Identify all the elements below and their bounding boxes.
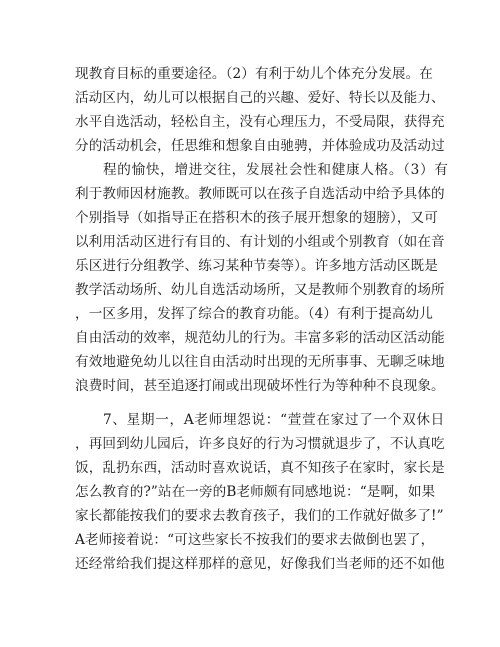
text-line-8: 以利用活动区进行有目的、有计划的小组或个别教育（如在音	[75, 234, 445, 250]
text-line-6: 利于教师因材施教。教师既可以在孩子自选活动中给予具体的	[75, 186, 445, 202]
text-line-15: 7、星期一，A老师埋怨说：“萱萱在家过了一个双休日	[103, 412, 445, 428]
text-line-17: 饭，乱扔东西，活动时喜欢说话，真不知孩子在家时，家长是	[75, 460, 445, 476]
text-line-12: 自由活动的效率，规范幼儿的行为。丰富多彩的活动区活动能	[75, 330, 445, 346]
text-line-13: 有效地避免幼儿以往自由活动时出现的无所事事、无聊乏味地	[75, 354, 445, 370]
text-line-3: 水平自选活动，轻松自主，没有心理压力，不受局限，获得充	[75, 114, 445, 130]
text-line-21: 还经常给我们提这样那样的意见，好像我们当老师的还不如他	[75, 556, 445, 572]
text-line-7: 个别指导（如指导正在搭积木的孩子展开想象的翅膀），又可	[75, 210, 438, 226]
text-line-9: 乐区进行分组教学、练习某种节奏等）。许多地方活动区既是	[75, 258, 438, 274]
text-line-18: 怎么教育的?”站在一旁的B老师颇有同感地说：“是啊，如果	[75, 484, 436, 500]
text-line-2: 活动区内，幼儿可以根据自己的兴趣、爱好、特长以及能力、	[75, 90, 445, 106]
text-line-4: 分的活动机会，任思维和想象自由驰骋，并体验成功及活动过	[75, 138, 445, 154]
text-line-5: 程的愉快，增进交往，发展社会性和健康人格。（3）有	[103, 162, 449, 178]
text-line-19: 家长都能按我们的要求去教育孩子，我们的工作就好做多了!”	[75, 508, 444, 524]
text-line-1: 现教育目标的重要途径。（2）有利于幼儿个体充分发展。在	[75, 66, 433, 82]
text-line-20: A老师接着说：“可这些家长不按我们的要求去做倒也罢了，	[75, 532, 435, 548]
text-line-14: 浪费时间，甚至追逐打闹或出现破坏性行为等种种不良现象。	[75, 378, 445, 394]
text-line-11: ，一区多用，发挥了综合的教育功能。（4）有利于提高幼儿	[75, 306, 433, 322]
text-line-16: ，再回到幼儿园后，许多良好的行为习惯就退步了，不认真吃	[75, 436, 445, 452]
text-line-10: 教学活动场所、幼儿自选活动场所，又是教师个别教育的场所	[75, 282, 445, 298]
